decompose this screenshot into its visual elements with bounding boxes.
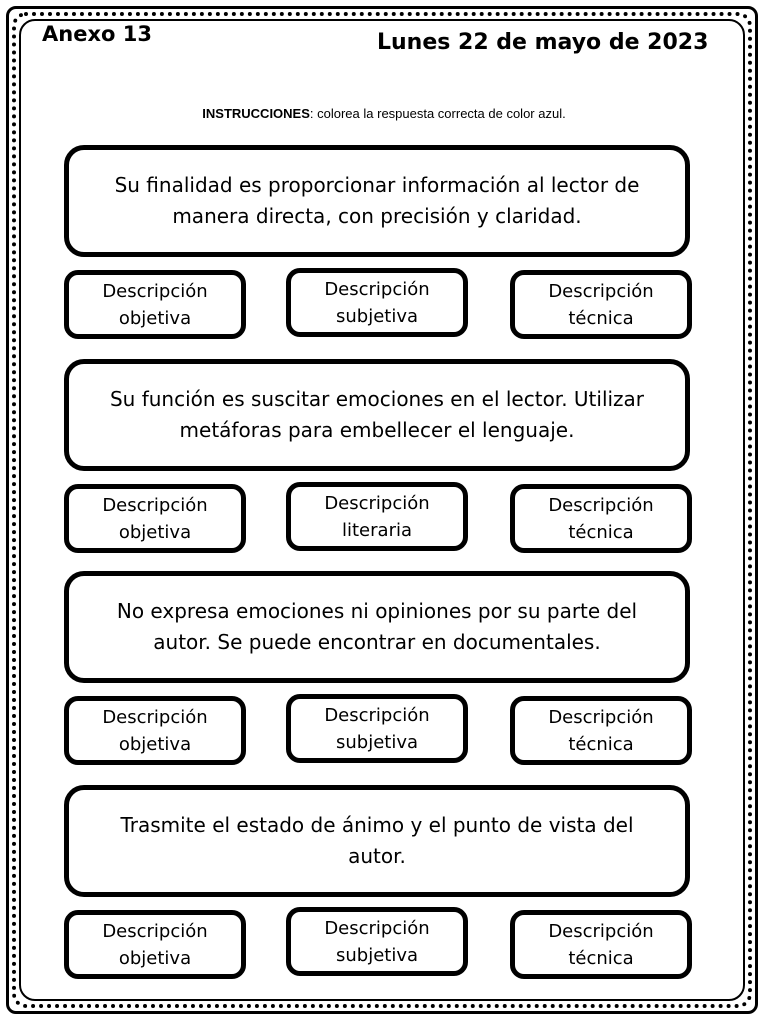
instructions-text: : colorea la respuesta correcta de color azul. <box>309 106 566 121</box>
question-1-prompt: Su finalidad es proporcionar información al lector de manera directa, con precisión y claridad. <box>64 145 690 257</box>
question-1-option-tecnica[interactable]: Descripción técnica <box>510 270 692 339</box>
question-3-option-tecnica[interactable]: Descripción técnica <box>510 696 692 765</box>
question-4-option-tecnica[interactable]: Descripción técnica <box>510 910 692 979</box>
question-4-prompt: Trasmite el estado de ánimo y el punto de vista del autor. <box>64 785 690 897</box>
question-1-option-subjetiva[interactable]: Descripción subjetiva <box>286 268 468 337</box>
question-3-prompt: No expresa emociones ni opiniones por su parte del autor. Se puede encontrar en documentales. <box>64 571 690 683</box>
question-2-option-literaria[interactable]: Descripción literaria <box>286 482 468 551</box>
question-4-option-objetiva[interactable]: Descripción objetiva <box>64 910 246 979</box>
question-3-option-subjetiva[interactable]: Descripción subjetiva <box>286 694 468 763</box>
question-2-option-objetiva[interactable]: Descripción objetiva <box>64 484 246 553</box>
annex-title: Anexo 13 <box>42 22 152 46</box>
instructions <box>0 106 768 121</box>
question-3-option-objetiva[interactable]: Descripción objetiva <box>64 696 246 765</box>
instructions-label: INSTRUCCIONES <box>202 106 310 121</box>
question-2-prompt: Su función es suscitar emociones en el lector. Utilizar metáforas para embellecer el lenguaje. <box>64 359 690 471</box>
question-1-option-objetiva[interactable]: Descripción objetiva <box>64 270 246 339</box>
worksheet-date: Lunes 22 de mayo de 2023 <box>377 30 709 55</box>
question-4-option-subjetiva[interactable]: Descripción subjetiva <box>286 907 468 976</box>
question-2-option-tecnica[interactable]: Descripción técnica <box>510 484 692 553</box>
